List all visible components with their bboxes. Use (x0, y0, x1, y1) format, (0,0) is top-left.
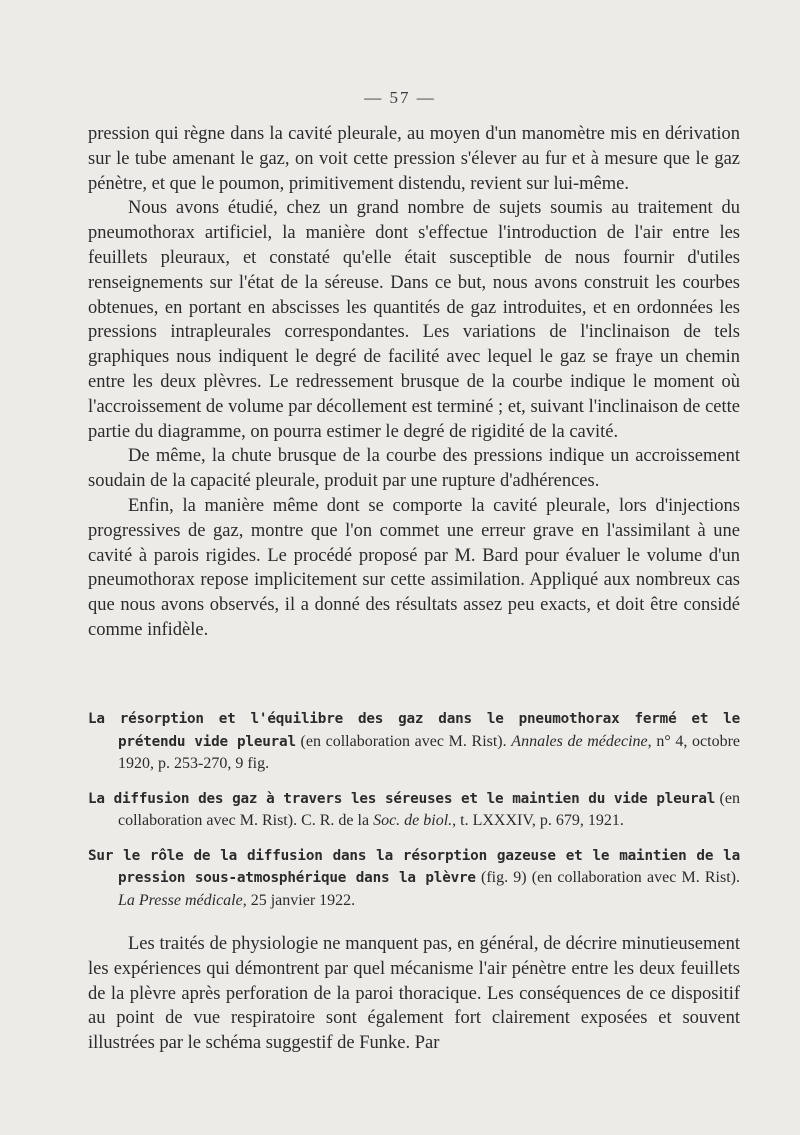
page-number: — 57 — (364, 88, 436, 107)
text-block-bottom (88, 932, 740, 1056)
reference-title: La diffusion des gaz à travers les séreuses et le maintien du vide pleural (88, 790, 716, 807)
paragraph: Enfin, la manière même dont se comporte la cavité pleurale, lors d'injections progressives de gaz, montre que l'on commet une erreur grave en l'assimilant à une cavité à parois rigides. Le procédé proposé par M. Bard pour évaluer le volume d'un pneumothorax repose implicitement sur cette assimilation. Appliqué aux nombreux cas que nous avons observés, il a donné des résultats assez peu exacts, et doit être considé comme infidèle. (88, 495, 740, 640)
reference-title: La résorption et l'équilibre des gaz dans le pneumothorax fermé et le prétendu vide pleural (88, 711, 740, 750)
reference-text: (en collaboration avec M. Rist). (295, 732, 512, 750)
paragraph: Les traités de physiologie ne manquent pas, en général, de décrire minutieusement les expériences qui démontrent par quel mécanisme l'air pénètre entre les deux feuillets de la plèvre après perforation de la paroi thoracique. Les conséquences de ce dispositif au point de vue respiratoire sont également fort clairement exposées et souvent illustrées par le schéma suggestif de Funke. Par (88, 934, 740, 1054)
reference-title: Sur le rôle de la diffusion dans la résorption gazeuse et le maintien de la pression sous-atmosphérique dans la plèvre (88, 847, 740, 886)
references-list (88, 708, 740, 924)
reference-journal: Soc. de biol. (373, 812, 453, 829)
reference-details: , t. LXXXIV, p. 679, 1921. (452, 812, 624, 829)
reference-item (88, 845, 740, 913)
reference-details: , 25 janvier 1922. (242, 891, 356, 909)
reference-journal: Annales de médecine (511, 732, 648, 750)
reference-item (88, 788, 740, 833)
paragraph: Nous avons étudié, chez un grand nombre de sujets soumis au traitement du pneumothorax artificiel, la manière dont s'effectue l'introduction de l'air entre les feuillets pleuraux, et constaté qu'elle était susceptible de nous fournir d'utiles renseignements sur l'état de la séreuse. Dans ce but, nous avons construit les courbes obtenues, en portant en abscisses les quantités de gaz introduites, et en ordonnées les pressions intrapleurales correspondantes. Les variations de l'inclinaison de tels graphiques nous indiquent le degré de facilité avec lequel le gaz se fraye un chemin entre les deux plèvres. Le redressement brusque de la courbe indique le moment où l'accroissement de volume par décollement est terminé ; et, suivant l'inclinaison de cette partie du diagramme, on pourra estimer le degré de rigidité de la cavité. (88, 198, 740, 442)
reference-details: , n° 4, octobre 1920, p. 253-270, 9 fig. (118, 732, 741, 772)
paragraph: De même, la chute brusque de la courbe des pressions indique un accroissement soudain de la capacité pleurale, produit par une rupture d'adhérences. (88, 446, 740, 492)
reference-text: (fig. 9) (en collaboration avec M. Rist). (475, 869, 740, 886)
reference-text: (en collaboration avec M. Rist). C. R. de la (118, 789, 740, 829)
reference-journal: La Presse médicale (118, 891, 243, 909)
text-block-top (88, 122, 740, 643)
paragraph: pression qui règne dans la cavité pleurale, au moyen d'un manomètre mis en dérivation sur le tube amenant le gaz, on voit cette pression s'élever au fur et à mesure que le gaz pénètre, et que le poumon, primitivement distendu, revient sur lui-même. (88, 124, 740, 194)
reference-item (88, 708, 740, 776)
